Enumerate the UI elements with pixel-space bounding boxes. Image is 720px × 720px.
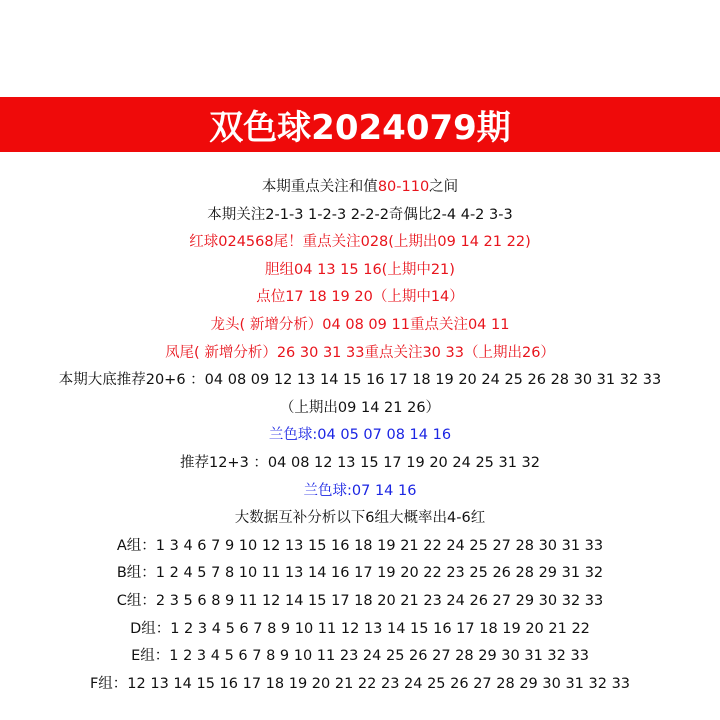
content-lines bbox=[0, 174, 720, 698]
head-line: 龙头( 新增分析）04 08 09 11重点关注04 11 bbox=[210, 316, 510, 333]
big-pool-line: 本期大底推荐20+6 ：04 08 09 12 13 14 15 16 17 18 19 20 24 25 26 28 30 31 32 33 bbox=[58, 372, 662, 389]
page-title: 双色球2024079期 bbox=[209, 108, 511, 148]
sum-range-prefix: 本期重点关注和值 bbox=[261, 179, 378, 195]
tail-line: 凤尾( 新增分析）26 30 31 33重点关注30 33（上期出26） bbox=[165, 344, 555, 361]
group-c-line: C组：2 3 5 6 8 9 11 12 14 15 17 18 20 21 23 24 26 27 29 30 32 33 bbox=[116, 592, 604, 609]
group-a-line: A组：1 3 4 6 7 9 10 12 13 15 16 18 19 21 22 24 25 27 28 30 31 33 bbox=[116, 537, 604, 554]
blue-ball-line-1: 兰色球:04 05 07 08 14 16 bbox=[268, 427, 452, 444]
group-f-line: F组：12 13 14 15 16 17 18 19 20 21 22 23 24 25 26 27 28 29 30 31 32 33 bbox=[89, 675, 631, 692]
sum-range-value: 80-110 bbox=[377, 179, 430, 195]
group-e-line: E组：1 2 3 4 5 6 7 8 9 10 11 23 24 25 26 27 28 29 30 31 32 33 bbox=[131, 648, 589, 665]
sum-range-suffix: 之间 bbox=[429, 179, 459, 195]
ratio-line: 本期关注2-1-3 1-2-3 2-2-2奇偶比2-4 4-2 3-3 bbox=[207, 206, 513, 223]
position-line: 点位17 18 19 20（上期中14） bbox=[256, 289, 464, 306]
sum-range-line bbox=[0, 174, 720, 202]
last-draw-note: （上期出09 14 21 26） bbox=[279, 399, 441, 416]
recommend-line: 推荐12+3 ：04 08 12 13 15 17 19 20 24 25 31 32 bbox=[179, 454, 541, 471]
dan-group-line: 胆组04 13 15 16(上期中21) bbox=[265, 261, 455, 278]
blue-ball-line-2: 兰色球:07 14 16 bbox=[303, 482, 417, 499]
title-banner bbox=[0, 97, 720, 152]
big-data-heading: 大数据互补分析以下6组大概率出4-6红 bbox=[234, 510, 486, 527]
group-b-line: B组：1 2 4 5 7 8 10 11 13 14 16 17 19 20 22 23 25 26 28 29 31 32 bbox=[116, 565, 604, 582]
group-d-line: D组：1 2 3 4 5 6 7 8 9 10 11 12 13 14 15 16 17 18 19 20 21 22 bbox=[130, 620, 590, 637]
red-ball-tail-line: 红球024568尾！重点关注028(上期出09 14 21 22) bbox=[189, 234, 531, 251]
